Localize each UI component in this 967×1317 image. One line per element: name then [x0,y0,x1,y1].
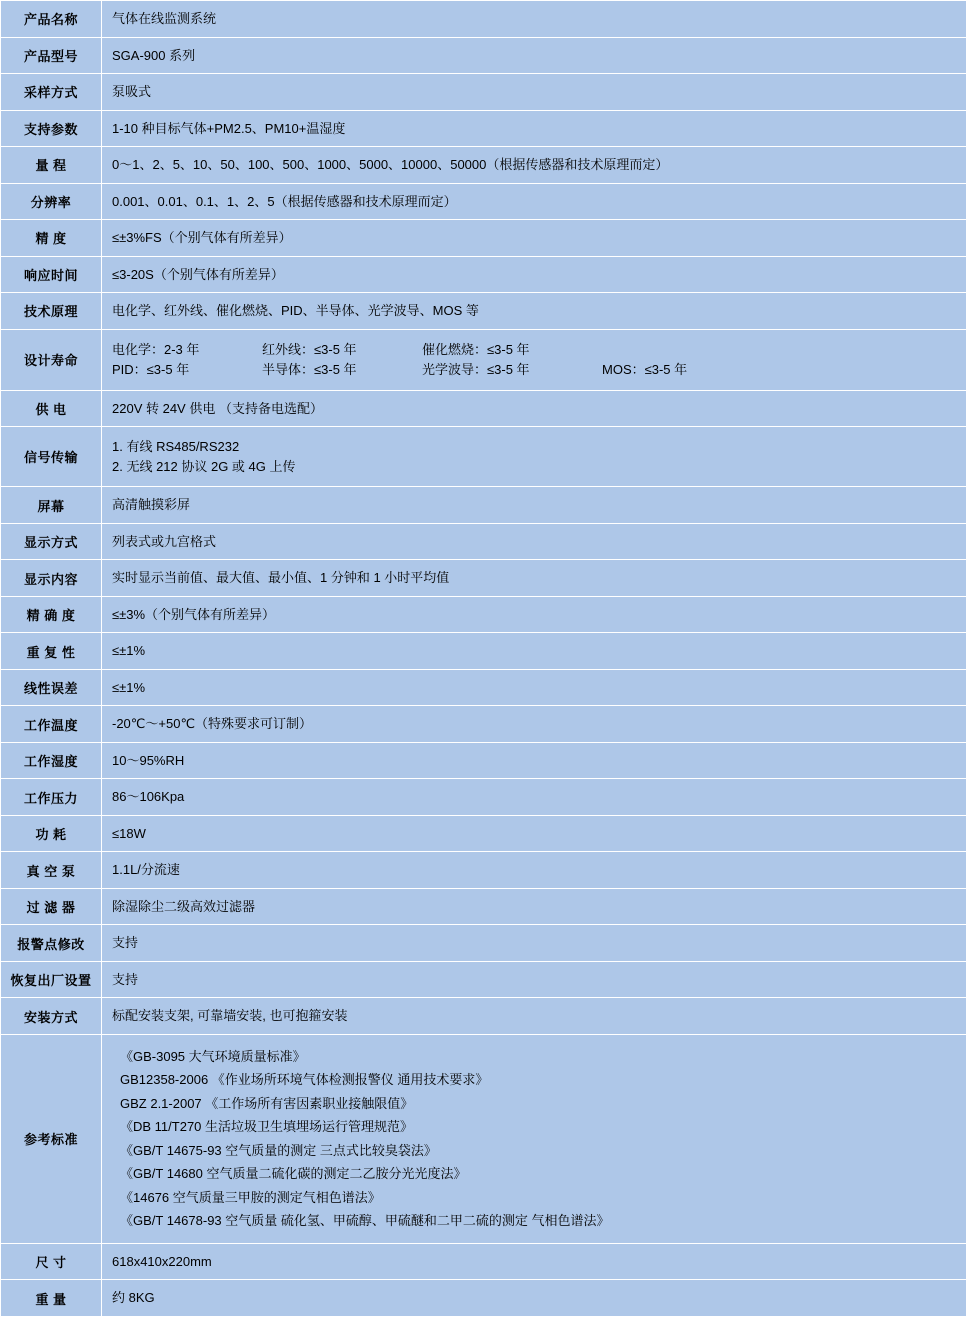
row-label-working-humidity: 工作湿度 [1,742,102,779]
row-value-power-supply: 220V 转 24V 供电 （支持备电选配） [102,390,967,427]
lifespan-infrared: 红外线：≤3-5 年 [262,341,357,357]
row-value-repeatability: ≤±1% [102,633,967,670]
row-value-working-temperature: -20℃～+50℃（特殊要求可订制） [102,706,967,743]
table-row [1,427,967,487]
table-row [1,779,967,816]
row-value-working-humidity: 10～95%RH [102,742,967,779]
table-row [1,925,967,962]
row-value-linearity-error: ≤±1% [102,669,967,706]
standard-item: 《GB-3095 大气环境质量标准》 [120,1048,306,1064]
row-label-alarm-point-modification: 报警点修改 [1,925,102,962]
table-row [1,329,967,390]
row-label-response-time: 响应时间 [1,256,102,293]
table-row [1,37,967,74]
standard-item: 《14676 空气质量三甲胺的测定气相色谱法》 [120,1189,381,1205]
table-row [1,1,967,38]
table-row [1,560,967,597]
table-row [1,256,967,293]
row-label-installation-method: 安装方式 [1,998,102,1035]
row-label-dimensions: 尺 寸 [1,1243,102,1280]
table-row [1,669,967,706]
lifespan-electrochemical: 电化学：2-3 年 [112,341,200,357]
row-label-filter: 过 滤 器 [1,888,102,925]
table-row [1,147,967,184]
lifespan-row [112,340,956,360]
row-value-weight: 约 8KG [102,1280,967,1317]
signal-transmission-line-1: 1. 有线 RS485/RS232 [112,439,240,455]
table-row [1,293,967,330]
row-value-accuracy: ≤±3%FS（个别气体有所差异） [102,220,967,257]
row-label-vacuum-pump: 真 空 泵 [1,852,102,889]
row-value-display-mode: 列表式或九宫格式 [102,523,967,560]
row-value-precision: ≤±3%（个别气体有所差异） [102,596,967,633]
standard-item: 《GB/T 14675-93 空气质量的测定 三点式比较臭袋法》 [120,1142,437,1158]
row-label-weight: 重 量 [1,1280,102,1317]
row-label-product-model: 产品型号 [1,37,102,74]
row-value-power-consumption: ≤18W [102,815,967,852]
table-row [1,706,967,743]
table-row [1,220,967,257]
table-row [1,815,967,852]
row-value-reference-standards [102,1034,967,1243]
lifespan-pid: PID：≤3-5 年 [112,361,190,377]
row-value-working-pressure: 86～106Kpa [102,779,967,816]
table-row [1,74,967,111]
row-value-display-content: 实时显示当前值、最大值、最小值、1 分钟和 1 小时平均值 [102,560,967,597]
lifespan-catalytic: 催化燃烧：≤3-5 年 [422,341,530,357]
lifespan-semiconductor: 半导体：≤3-5 年 [262,361,357,377]
row-label-signal-transmission: 信号传输 [1,427,102,487]
table-row [1,390,967,427]
row-value-vacuum-pump: 1.1L/分流速 [102,852,967,889]
standard-item: 《GB/T 14678-93 空气质量 硫化氢、甲硫醇、甲硫醚和二甲二硫的测定 气相色谱法》 [120,1213,610,1229]
table-row [1,487,967,524]
standard-item: GB12358-2006 《作业场所环境气体检测报警仪 通用技术要求》 [120,1072,489,1088]
row-label-working-pressure: 工作压力 [1,779,102,816]
row-value-installation-method: 标配安装支架, 可靠墙安装, 也可抱箍安装 [102,998,967,1035]
table-row [1,1034,967,1243]
row-label-product-name: 产品名称 [1,1,102,38]
row-value-product-model: SGA-900 系列 [102,37,967,74]
row-label-range: 量 程 [1,147,102,184]
lifespan-optical-waveguide: 光学波导：≤3-5 年 [422,361,530,377]
row-value-filter: 除湿除尘二级高效过滤器 [102,888,967,925]
row-label-display-content: 显示内容 [1,560,102,597]
table-row [1,110,967,147]
row-value-product-name: 气体在线监测系统 [102,1,967,38]
row-value-signal-transmission [102,427,967,487]
row-label-repeatability: 重 复 性 [1,633,102,670]
row-label-power-supply: 供 电 [1,390,102,427]
table-row [1,998,967,1035]
row-value-factory-reset: 支持 [102,961,967,998]
row-value-range: 0～1、2、5、10、50、100、500、1000、5000、10000、50000（根据传感器和技术原理而定） [102,147,967,184]
row-value-sampling-method: 泵吸式 [102,74,967,111]
table-row [1,1280,967,1317]
standard-item: GBZ 2.1-2007 《工作场所有害因素职业接触限值》 [120,1095,414,1111]
row-label-display-mode: 显示方式 [1,523,102,560]
row-label-factory-reset: 恢复出厂设置 [1,961,102,998]
row-value-technical-principle: 电化学、红外线、催化燃烧、PID、半导体、光学波导、MOS 等 [102,293,967,330]
row-label-working-temperature: 工作温度 [1,706,102,743]
table-row [1,961,967,998]
table-row [1,183,967,220]
lifespan-grid [112,340,956,380]
standard-item: 《GB/T 14680 空气质量二硫化碳的测定二乙胺分光光度法》 [120,1166,467,1182]
row-label-design-lifespan: 设计寿命 [1,329,102,390]
row-label-precision: 精 确 度 [1,596,102,633]
row-label-technical-principle: 技术原理 [1,293,102,330]
row-label-screen: 屏幕 [1,487,102,524]
row-value-design-lifespan [102,329,967,390]
spec-table-body [1,1,967,1317]
row-label-supported-parameters: 支持参数 [1,110,102,147]
row-value-screen: 高清触摸彩屏 [102,487,967,524]
row-label-accuracy: 精 度 [1,220,102,257]
lifespan-row [112,360,956,380]
row-value-response-time: ≤3-20S（个别气体有所差异） [102,256,967,293]
signal-transmission-line-2: 2. 无线 212 协议 2G 或 4G 上传 [112,458,296,474]
lifespan-mos: MOS：≤3-5 年 [602,361,688,377]
row-value-dimensions: 618x410x220mm [102,1243,967,1280]
row-label-power-consumption: 功 耗 [1,815,102,852]
row-label-linearity-error: 线性误差 [1,669,102,706]
table-row [1,888,967,925]
row-value-alarm-point-modification: 支持 [102,925,967,962]
row-value-resolution: 0.001、0.01、0.1、1、2、5（根据传感器和技术原理而定） [102,183,967,220]
table-row [1,1243,967,1280]
table-row [1,596,967,633]
row-label-reference-standards: 参考标准 [1,1034,102,1243]
row-label-sampling-method: 采样方式 [1,74,102,111]
row-label-resolution: 分辨率 [1,183,102,220]
table-row [1,852,967,889]
standard-item: 《DB 11/T270 生活垃圾卫生填埋场运行管理规范》 [120,1119,414,1135]
table-row [1,742,967,779]
table-row [1,633,967,670]
table-row [1,523,967,560]
lifespan-blank [602,340,762,360]
row-value-supported-parameters: 1-10 种目标气体+PM2.5、PM10+温湿度 [102,110,967,147]
